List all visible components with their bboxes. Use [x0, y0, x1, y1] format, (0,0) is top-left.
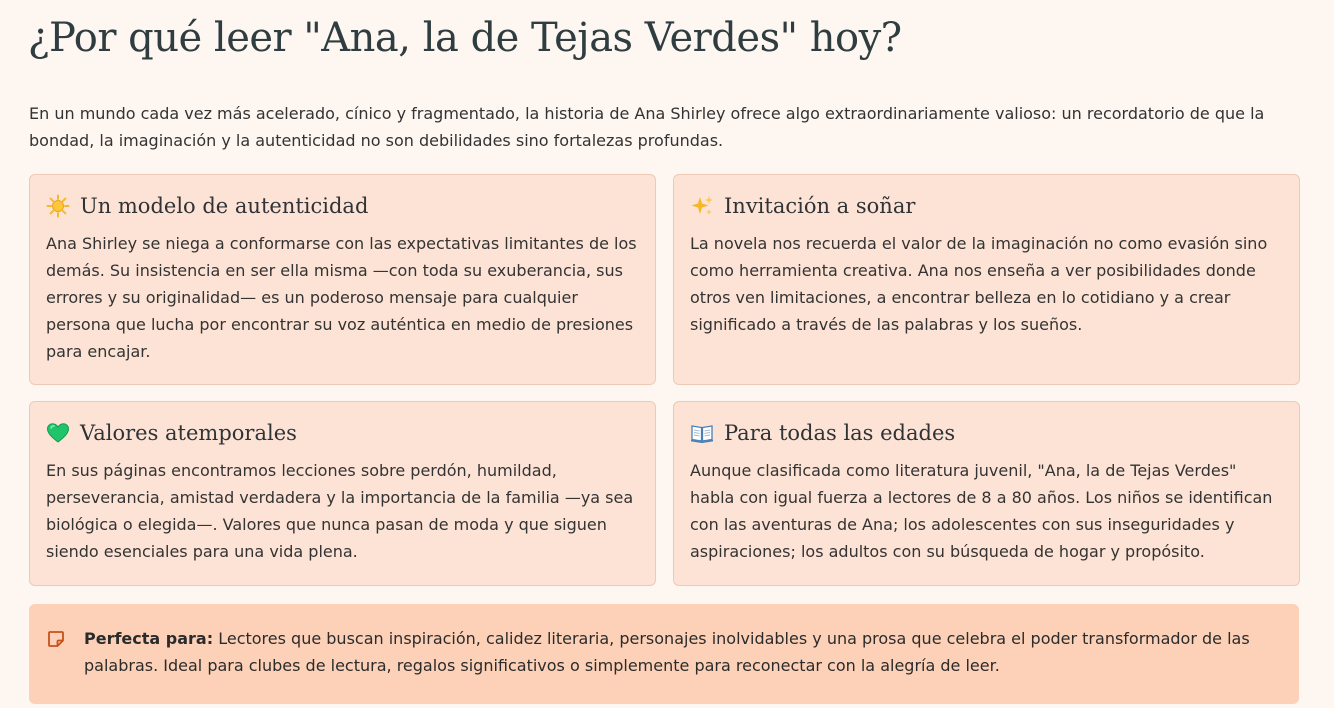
card-title: Un modelo de autenticidad: [80, 194, 369, 218]
card-header: [46, 418, 639, 448]
sun-icon: [46, 194, 70, 218]
sticky-note-icon: [47, 630, 65, 648]
green-heart-icon: [46, 421, 70, 445]
card-dream: [673, 174, 1300, 385]
card-all-ages: [673, 401, 1300, 586]
sparkles-icon: [690, 194, 714, 218]
intro-paragraph: En un mundo cada vez más acelerado, cínico y fragmentado, la historia de Ana Shirley ofrece algo extraordinariamente valioso: un recordatorio de que la bondad, la imaginación y la autenticidad no son debilidades sino fortalezas profundas.: [29, 104, 1265, 150]
open-book-icon: [690, 421, 714, 445]
card-body: Aunque clasificada como literatura juvenil, "Ana, la de Tejas Verdes" habla con igual fuerza a lectores de 8 a 80 años. Los niños se identifican con las aventuras de Ana; los adolescentes con sus inseguridades y aspiraciones; los adultos con su búsqueda de hogar y propósito.: [690, 461, 1273, 561]
card-title: Invitación a soñar: [724, 194, 916, 218]
card-body: La novela nos recuerda el valor de la imaginación no como evasión sino como herramienta creativa. Ana nos enseña a ver posibilidades donde otros ven limitaciones, a encontrar belleza en lo cotidiano y a crear significado a través de las palabras y los sueños.: [690, 234, 1268, 334]
page-title: ¿Por qué leer "Ana, la de Tejas Verdes" hoy?: [28, 15, 902, 61]
callout-body: Lectores que buscan inspiración, calidez literaria, personajes inolvidables y una prosa que celebra el poder transformador de las palabras. Ideal para clubes de lectura, regalos significativos o simplemente para reconectar con la alegría de leer.: [84, 629, 1250, 675]
card-title: Valores atemporales: [80, 421, 297, 445]
callout-label: Perfecta para:: [84, 629, 214, 648]
card-header: [690, 418, 1283, 448]
callout-text: [84, 625, 1279, 679]
card-header: [690, 191, 1283, 221]
card-header: [46, 191, 639, 221]
card-body: En sus páginas encontramos lecciones sobre perdón, humildad, perseverancia, amistad verdadera y la importancia de la familia —ya sea biológica o elegida—. Valores que nunca pasan de moda y que siguen siendo esenciales para una vida plena.: [46, 461, 634, 561]
card-title: Para todas las edades: [724, 421, 956, 445]
card-authenticity: [29, 174, 656, 385]
callout-perfect-for: [29, 604, 1299, 704]
card-values: [29, 401, 656, 586]
card-body: Ana Shirley se niega a conformarse con las expectativas limitantes de los demás. Su insistencia en ser ella misma —con toda su exuberancia, sus errores y su originalidad— es un poderoso mensaje para cualquier persona que lucha por encontrar su voz auténtica en medio de presiones para encajar.: [46, 234, 637, 361]
